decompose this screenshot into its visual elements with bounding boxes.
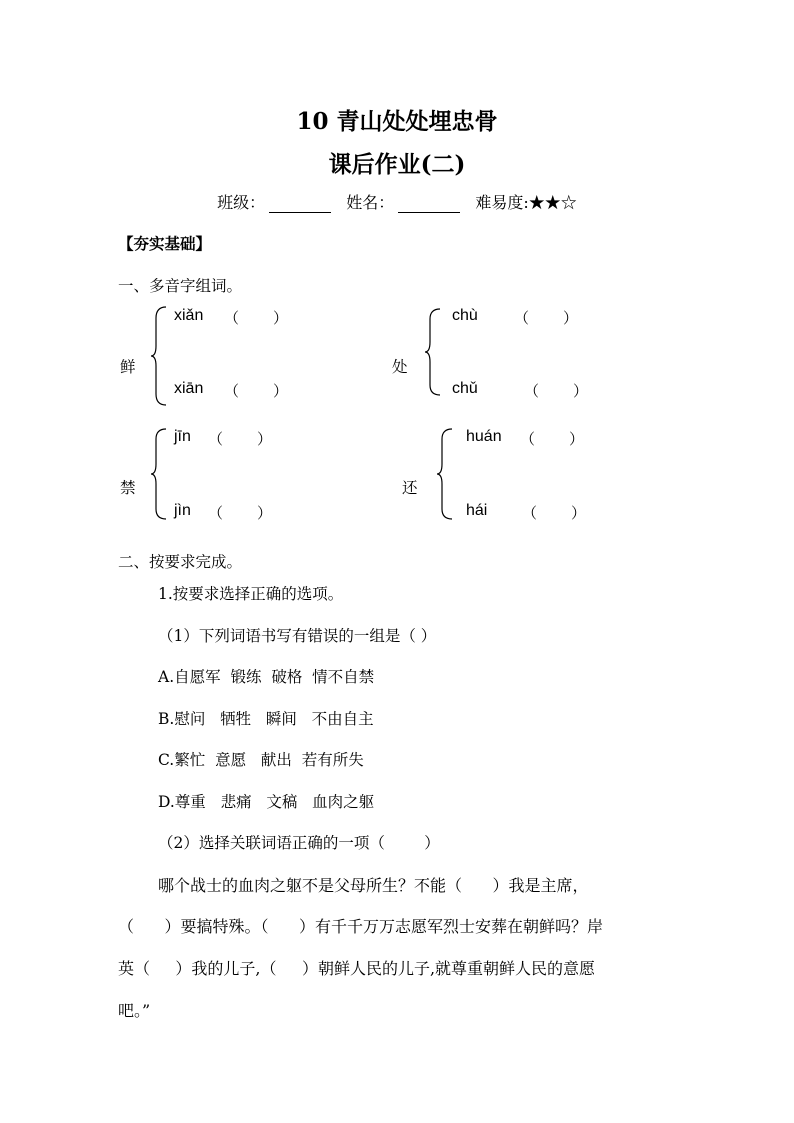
q2-item2: （2）选择关联词语正确的一项（ ）	[158, 834, 440, 852]
brace-icon	[150, 428, 168, 520]
reading: jìn	[174, 502, 191, 519]
passage-line-3: 英（ ）我的儿子,（ ）朝鲜人民的儿子,就尊重朝鲜人民的意愿	[118, 959, 596, 978]
option-d[interactable]: D.尊重 悲痛 文稿 血肉之躯	[158, 793, 375, 811]
reading: chǔ	[452, 380, 478, 397]
answer-paren[interactable]: （ ）	[520, 430, 585, 448]
difficulty-stars: ★★☆	[528, 193, 577, 212]
q2-item1: （1）下列词语书写有错误的一组是（ ）	[158, 627, 437, 645]
answer-paren[interactable]: （ ）	[224, 382, 289, 400]
answer-paren[interactable]: （ ）	[224, 309, 289, 327]
reading: chù	[452, 307, 478, 324]
q2-title: 二、按要求完成。	[118, 553, 243, 571]
reading: jīn	[174, 428, 191, 445]
meta-line	[0, 190, 794, 213]
option-b[interactable]: B.慰问 牺牲 瞬间 不由自主	[158, 710, 374, 728]
brace-icon	[436, 428, 454, 520]
q1-title: 一、多音字组词。	[118, 277, 243, 295]
answer-paren[interactable]: （ ）	[522, 504, 587, 522]
section-basic: 【夯实基础】	[118, 234, 212, 253]
option-c[interactable]: C.繁忙 意愿 献出 若有所失	[158, 751, 364, 769]
reading: huán	[466, 428, 502, 445]
q2-sub1: 1.按要求选择正确的选项。	[158, 585, 344, 603]
answer-paren[interactable]: （ ）	[208, 504, 273, 522]
polyphone-char: 处	[392, 358, 408, 376]
class-blank[interactable]	[269, 194, 331, 213]
brace-icon	[424, 308, 442, 396]
answer-paren[interactable]: （ ）	[208, 430, 273, 448]
polyphone-char: 鲜	[120, 358, 136, 376]
difficulty-label: 难易度:	[475, 193, 529, 212]
answer-paren[interactable]: （ ）	[524, 382, 589, 400]
title-line2: 课后作业(二)	[328, 151, 466, 178]
polyphone-char: 还	[402, 479, 418, 497]
passage-line-4: 吧。”	[118, 1001, 151, 1020]
reading: xiǎn	[174, 307, 204, 324]
passage-line-1: 哪个战士的血肉之躯不是父母所生？不能（ ）我是主席，	[158, 876, 589, 895]
name-label: 姓名：	[346, 193, 395, 212]
reading: hái	[466, 502, 488, 519]
class-label: 班级：	[217, 193, 266, 212]
option-a[interactable]: A.自愿军 锻练 破格 情不自禁	[158, 668, 375, 686]
reading: xiān	[174, 380, 204, 397]
brace-icon	[150, 306, 168, 406]
passage-line-2: （ ）要搞特殊。（ ）有千千万万志愿军烈士安葬在朝鲜吗？岸	[118, 917, 604, 936]
name-blank[interactable]	[398, 194, 460, 213]
title-line1: 10 青山处处埋忠骨	[296, 108, 498, 135]
polyphone-char: 禁	[120, 479, 136, 497]
answer-paren[interactable]: （ ）	[514, 309, 579, 327]
